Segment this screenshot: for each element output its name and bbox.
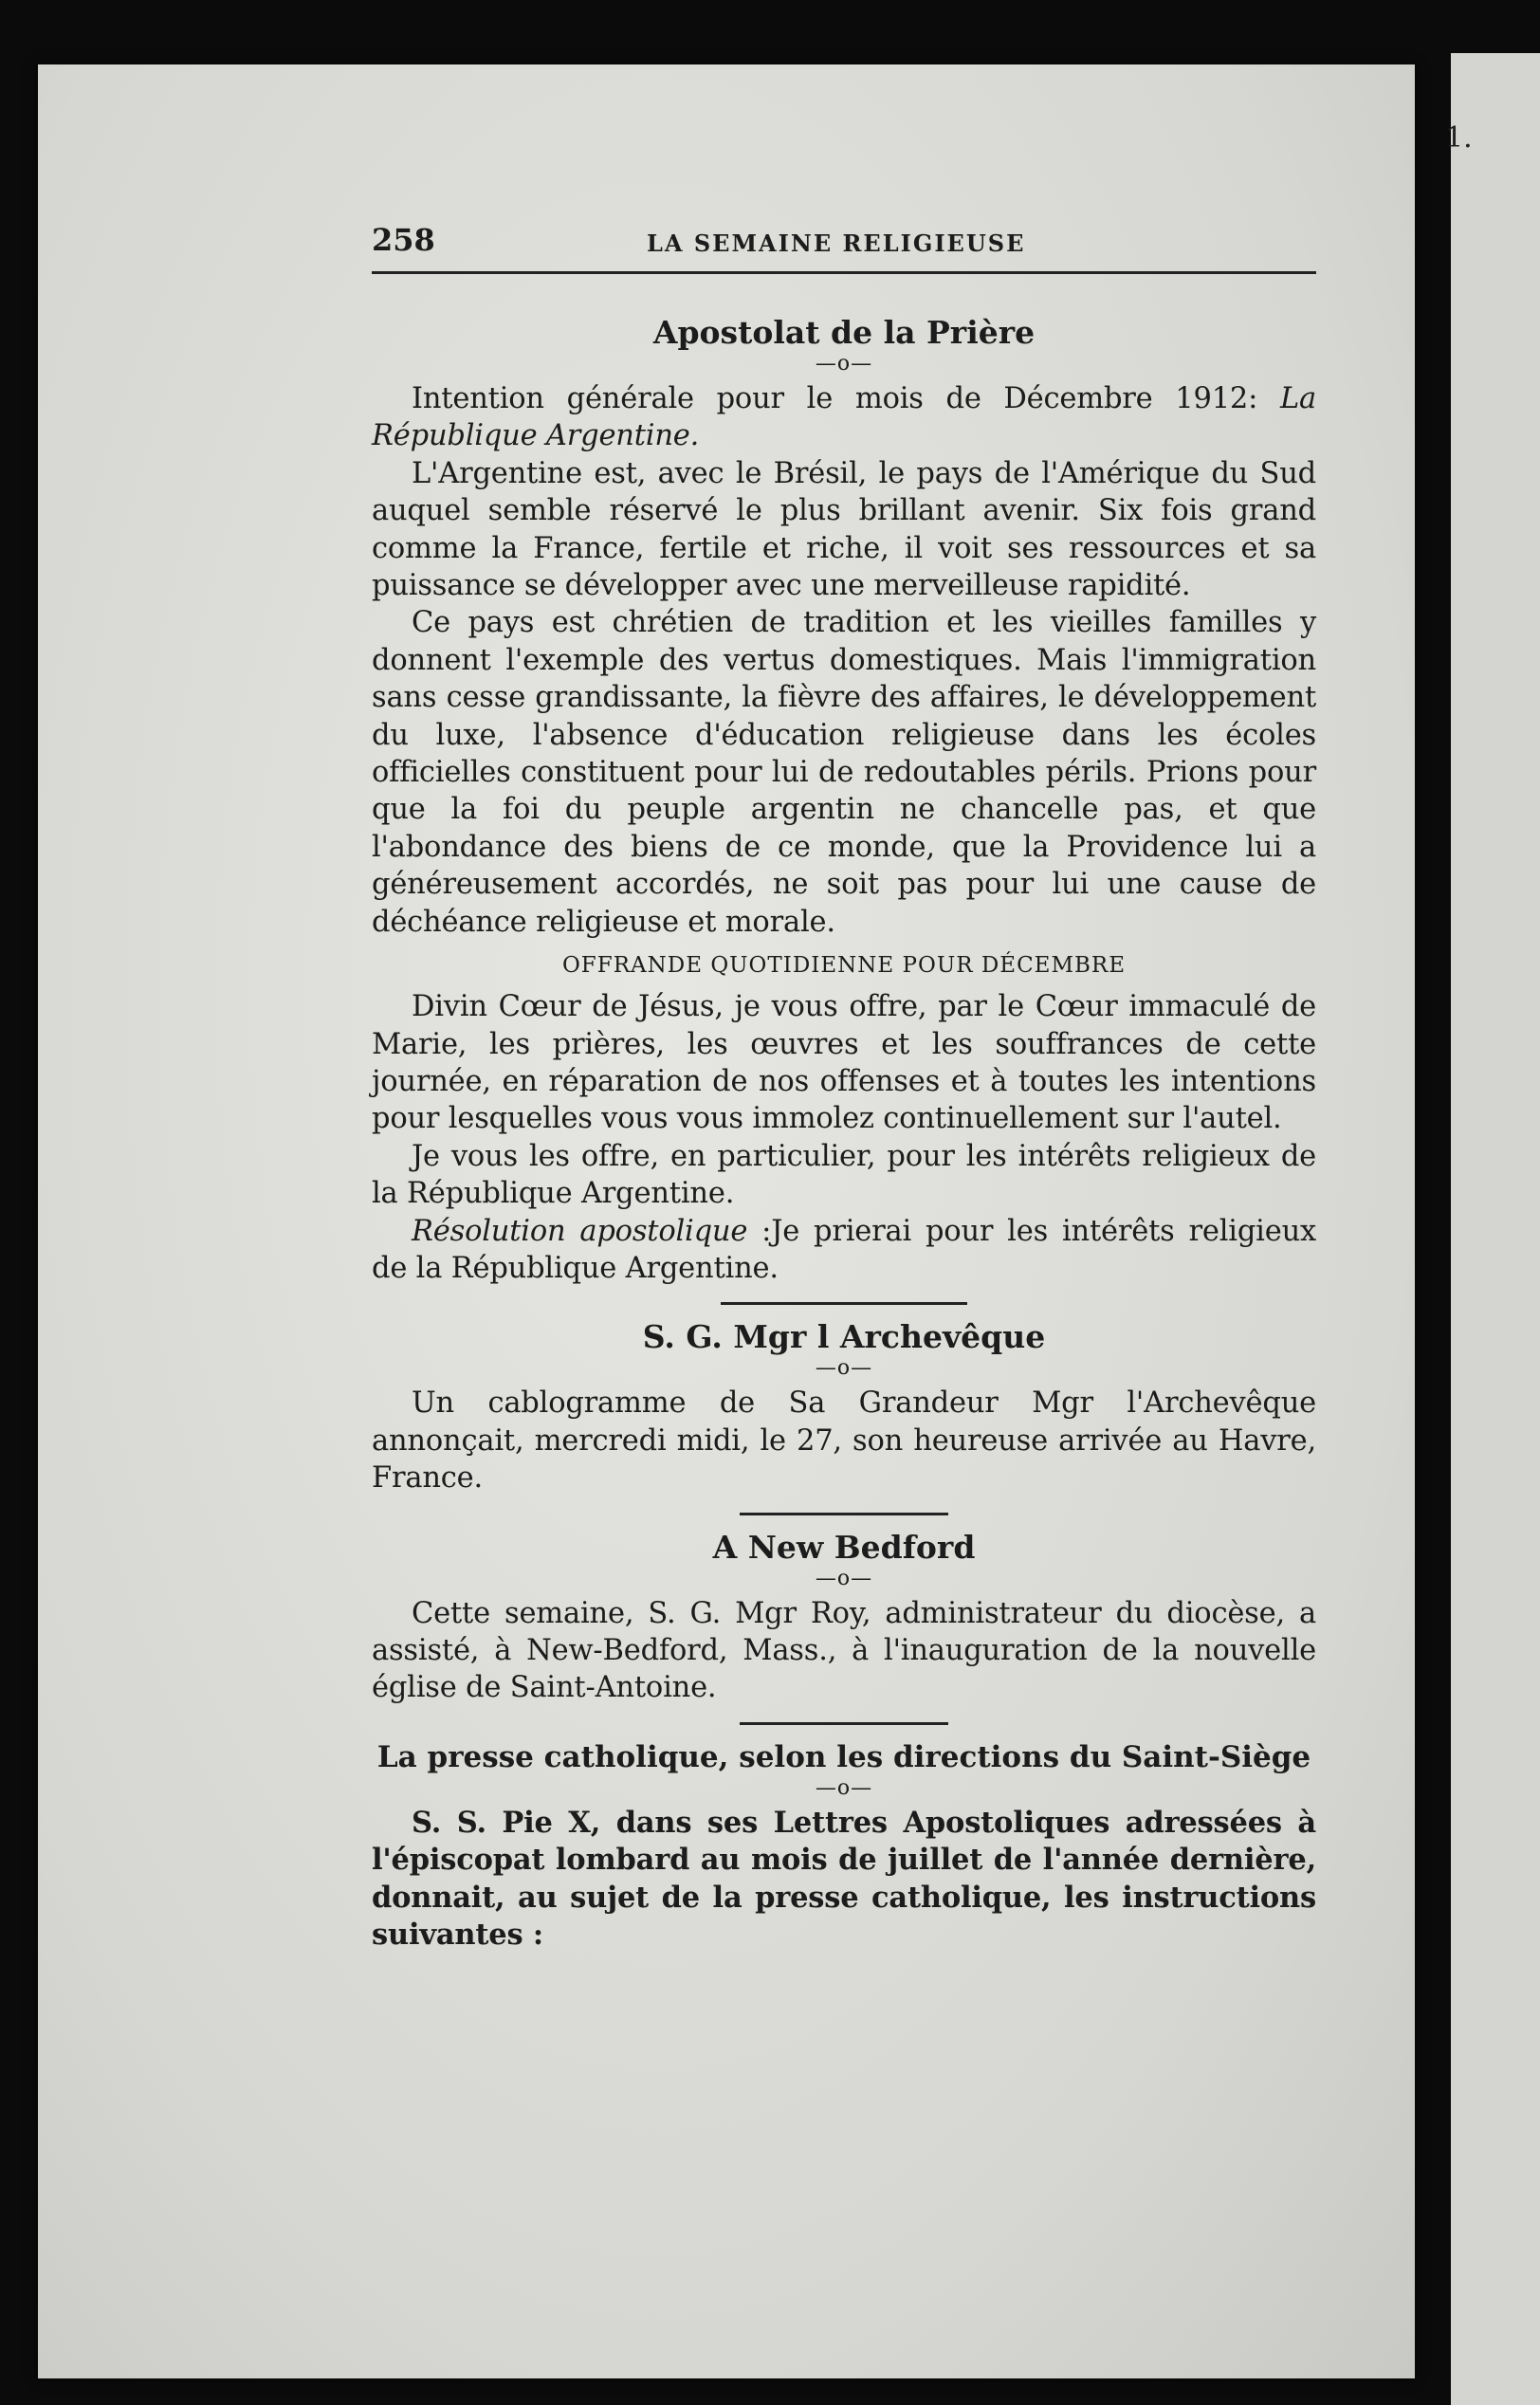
body-paragraph: L'Argentine est, avec le Brésil, le pays de l'Amérique du Sud auquel semble réservé le plus brillant avenir. Six fois grand comme la France, fertile et riche, il voit ses ressources et sa puissance se développer avec une merveilleuse rapidité. [372, 456, 1316, 603]
intention-lead: Intention générale pour le mois de Décembre 1912: [412, 382, 1280, 415]
adjacent-page-edge [1451, 53, 1540, 2405]
intention-subject: La République Argentine. [372, 382, 1316, 453]
page-text-block [372, 218, 1316, 1954]
offering-paragraph: Je vous les offre, en particulier, pour les intérêts religieux de la République Argentine. [372, 1139, 1316, 1211]
running-head [372, 218, 1316, 274]
section-title-presse: La presse catholique, selon les directions du Saint-Siège [376, 1739, 1311, 1774]
section-title-new-bedford: A New Bedford [712, 1528, 976, 1566]
intention-paragraph [372, 380, 1316, 455]
body-paragraph: Cette semaine, S. G. Mgr Roy, administrateur du diocèse, a assisté, à New-Bedford, Mass., à l'inauguration de la nouvelle église de Saint-Antoine. [372, 1596, 1316, 1705]
resolution-text: :Je prierai pour les intérêts religieux de la République Argentine. [372, 1214, 1317, 1285]
section-divider: —o— [815, 352, 873, 376]
resolution-label: Résolution apostolique [412, 1214, 748, 1248]
section-title-archeveque: S. G. Mgr l Archevêque [642, 1318, 1046, 1356]
journal-title: LA SEMAINE RELIGIEUSE [647, 229, 1026, 257]
resolution-paragraph [372, 1213, 1316, 1288]
section-ornament [721, 1302, 967, 1305]
page-number: 258 [372, 222, 435, 258]
section-divider: —o— [815, 1566, 873, 1590]
section-title-apostolat: Apostolat de la Prière [652, 314, 1036, 351]
body-paragraph: Un cablogramme de Sa Grandeur Mgr l'Archevêque annonçait, mercredi midi, le 27, son heureuse arrivée au Havre, France. [372, 1386, 1316, 1496]
section-ornament [740, 1722, 948, 1725]
section-ornament [740, 1513, 948, 1515]
body-paragraph: S. S. Pie X, dans ses Lettres Apostoliques adressées à l'épiscopat lombard au mois de juillet de l'année dernière, donnait, au sujet de la presse catholique, les instructions suivantes : [372, 1805, 1316, 1952]
section-divider: —o— [815, 1775, 873, 1800]
offering-subheading: OFFRANDE QUOTIDIENNE POUR DÉCEMBRE [561, 953, 1127, 979]
adjacent-page-mark: 1. [1445, 121, 1473, 155]
body-paragraph: Ce pays est chrétien de tradition et les vieilles familles y donnent l'exemple des vertus domestiques. Mais l'immigration sans cesse grandissante, la fièvre des affaires, le développement du luxe, l'absence d'éducation religieuse dans les écoles officielles constituent pour lui de redoutables périls. Prions pour que la foi du peuple argentin ne chancelle pas, et que l'abondance des biens de ce monde, que la Providence lui a généreusement accordés, ne soit pas pour lui une cause de déchéance religieuse et morale. [372, 606, 1316, 939]
offering-paragraph: Divin Cœur de Jésus, je vous offre, par le Cœur immaculé de Marie, les prières, les œuvres et les souffrances de cette journée, en réparation de nos offenses et à toutes les intentions pour lesquelles vous vous immolez continuellement sur l'autel. [372, 990, 1316, 1136]
section-divider: —o— [815, 1356, 873, 1381]
